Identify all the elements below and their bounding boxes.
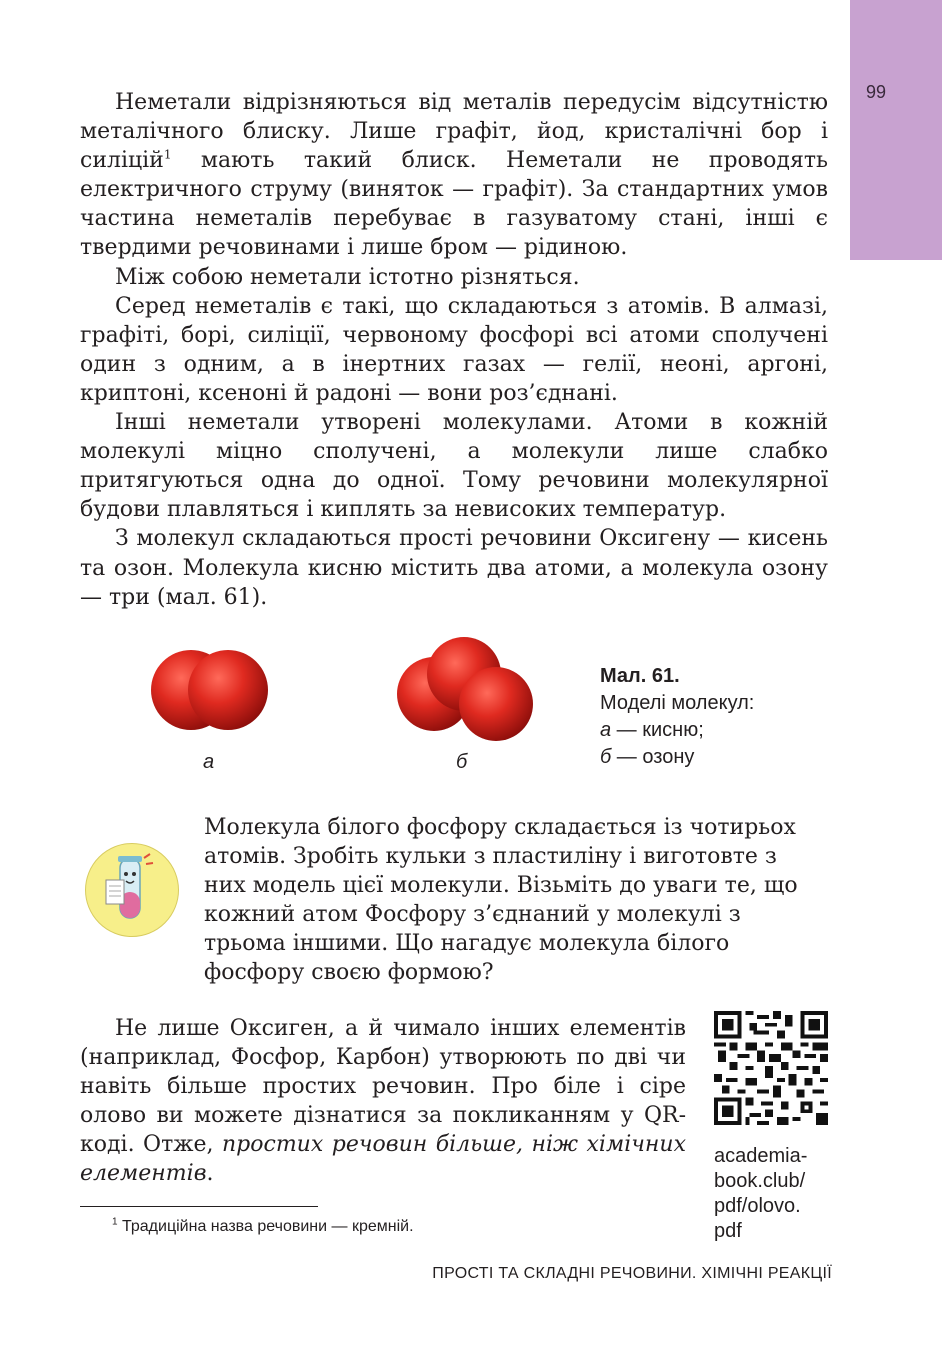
- qr-link-text[interactable]: academia- book.club/ pdf/olovo. pdf: [714, 1145, 808, 1242]
- paragraph-5: З молекул складаються прості речовини Оксигену — кисень та озон. Молекула кисню містить два атоми, а молекула озону — три (мал. 61).: [80, 526, 828, 610]
- page-number: 99: [866, 82, 887, 102]
- caption-item-a: а — кисню;: [600, 719, 704, 741]
- caption-line: Моделі молекул:: [600, 692, 755, 714]
- footnote: $^1$ Традиційна назва речовини — кремній.: [112, 1216, 414, 1235]
- paragraph-2: Між собою неметали істотно різняться.: [115, 264, 580, 290]
- task-text: Молекула білого фосфору складається із чотирьох атомів. Зробіть кульки з пластиліну і виготовте з них модель цієї молекули. Візьміть до уваги те, що кожний атом Фосфору з’єднаний у молекулі з трьома іншими. Що нагадує молекула білого фосфору своєю формою?: [204, 815, 798, 985]
- paragraph-4: Інші неметали утворені молекулами. Атоми в кожній молекулі міцно сполучені, а молекули лише слабко притягуються одна до одної. Тому речовини молекулярної будови плавляться і киплять за невисоких температур.: [80, 410, 828, 523]
- footnote-mark: 1: [163, 147, 172, 162]
- running-footer: ПРОСТІ ТА СКЛАДНІ РЕЧОВИНИ. ХІМІЧНІ РЕАКЦІЇ: [432, 1265, 832, 1282]
- caption-title: Мал. 61.: [600, 665, 680, 687]
- figure-label-b: б: [456, 751, 468, 773]
- caption-item-b: б — озону: [600, 746, 695, 768]
- oxygen-atom: [188, 650, 268, 730]
- emphasis-text: простих речовин більше, ніж хімічних елементів: [80, 1132, 686, 1186]
- main-text: [80, 88, 828, 612]
- paragraph-3: Серед неметалів є такі, що складаються з атомів. В алмазі, графіті, борі, силіції, червоному фосфорі всі атоми сполучені один з одним, а в інертних газах — гелії, неоні, аргоні, криптоні, ксеноні й радоні — вони роз’єднані.: [80, 293, 828, 406]
- figure-label-a: а: [203, 751, 215, 773]
- oxygen-atom: [459, 667, 533, 741]
- qr-code-icon[interactable]: [714, 1011, 828, 1125]
- qr-paragraph: Не лише Оксиген, а й чимало інших елементів (наприклад, Фосфор, Карбон) утворюють по дві чи навіть більше простих речовин. Про біле і сіре олово ви можете дізнатися за покликанням у QR-коді. Отже, простих речовин більше, ніж хімічних елементів.: [80, 1016, 686, 1186]
- figure-caption: [600, 663, 754, 771]
- ozone-molecule-model: [392, 634, 538, 746]
- test-tube-mascot-icon: [85, 843, 179, 937]
- oxygen-molecule-model: [148, 640, 274, 740]
- footnote-divider: [80, 1206, 318, 1207]
- paragraph-1: Неметали відрізняються від металів передусім відсутністю металічного блиску. Лише графіт, йод, кристалічні бор і силіцій$^1$ мають такий блиск. Неметали не проводять електричного струму (виняток — графіт). За стандартних умов частина неметалів перебуває в газуватому стані, інші є твердими речовинами і лише бром — рідиною.: [80, 90, 828, 261]
- chapter-tab: [850, 0, 942, 260]
